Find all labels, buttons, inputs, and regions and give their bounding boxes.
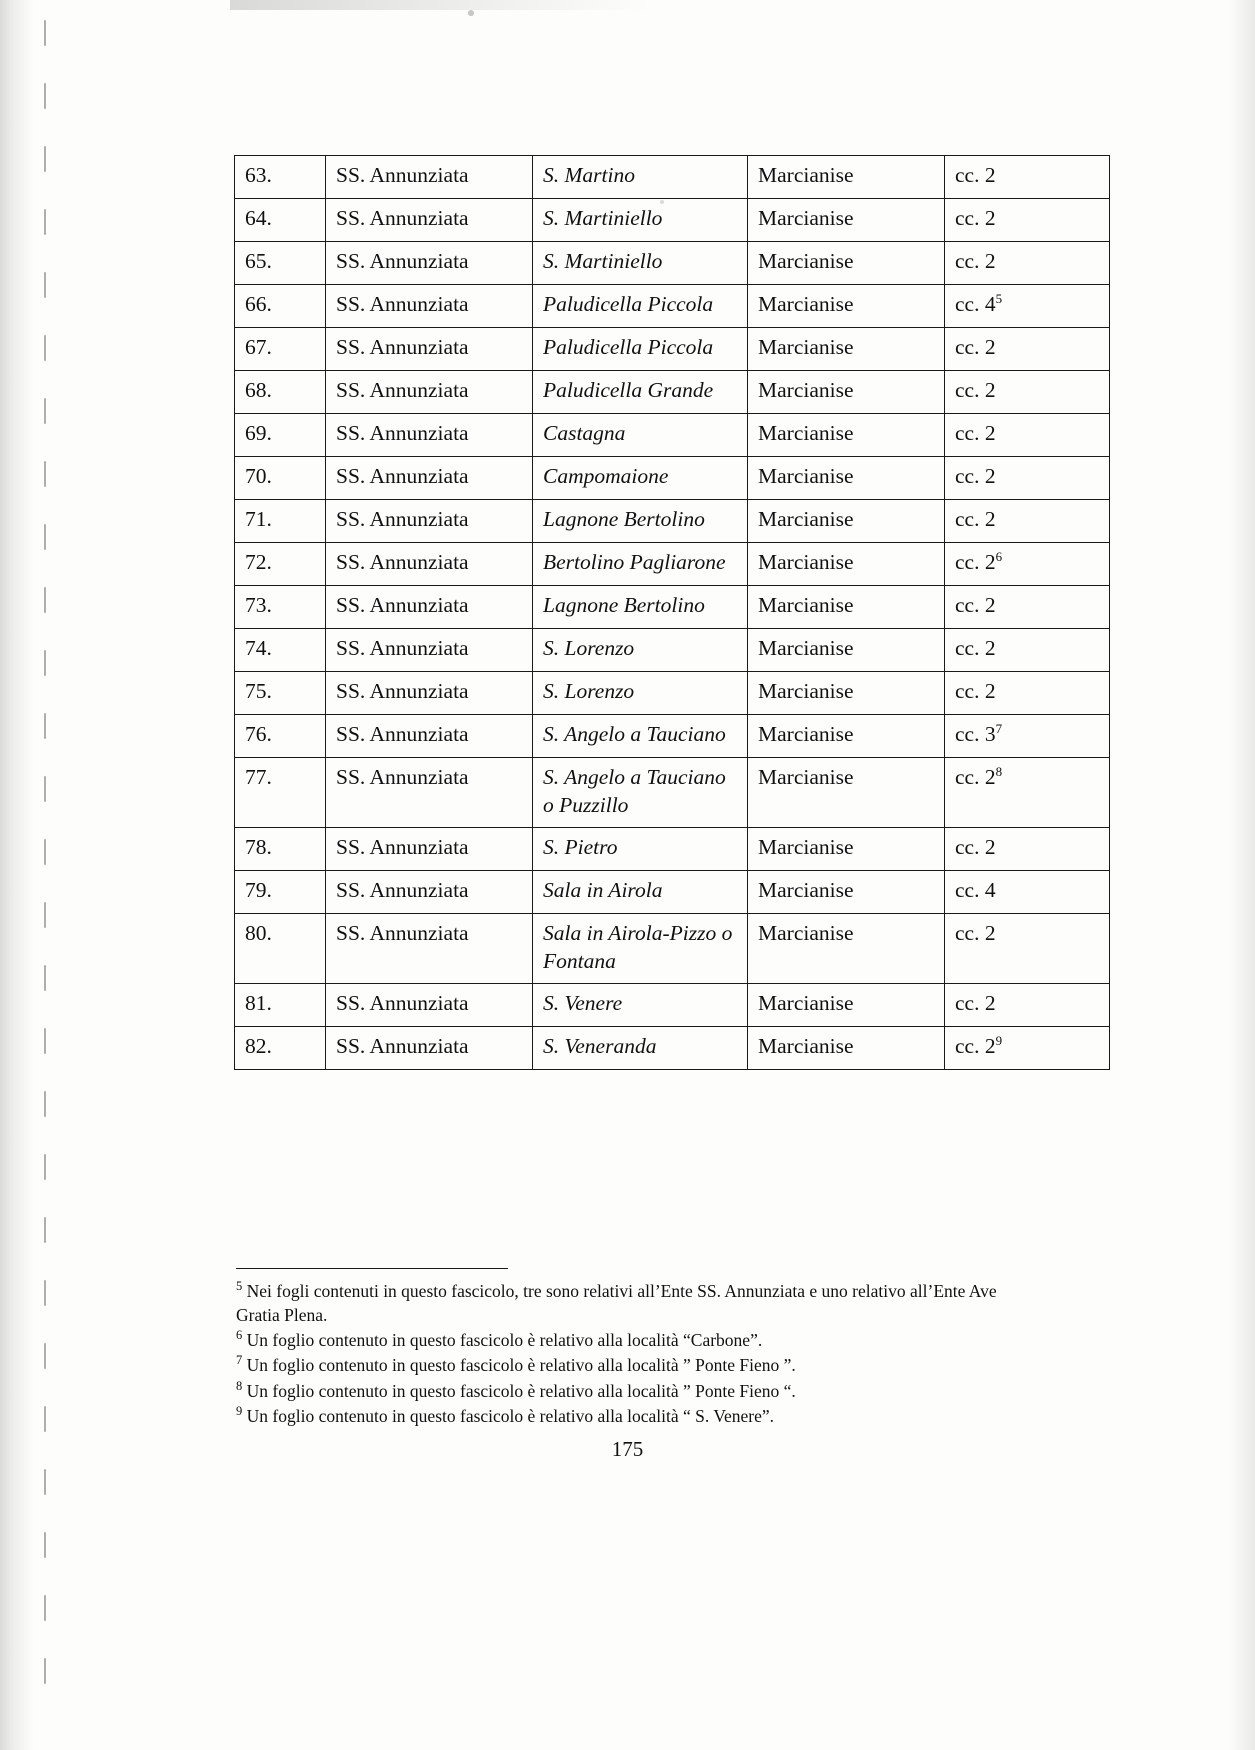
footnote-item: [236, 1379, 1036, 1403]
row-carte-cell: [945, 715, 1110, 758]
footnote-marker: 5: [995, 290, 1003, 306]
footnote-item: [236, 1404, 1036, 1428]
footnote-text: Un foglio contenuto in questo fascicolo è relativo alla località ” Ponte Fieno ”.: [246, 1355, 796, 1376]
row-comune-cell: Marcianise: [748, 672, 945, 715]
footnote-item: [236, 1353, 1036, 1377]
table-row: [235, 914, 1110, 984]
row-number-cell: 67.: [235, 328, 326, 371]
row-ente-cell: SS. Annunziata: [326, 543, 533, 586]
row-carte-value: cc. 2: [955, 550, 996, 574]
row-comune-cell: Marcianise: [748, 242, 945, 285]
row-carte-value: cc. 2: [955, 921, 996, 946]
footnote-number: 5: [236, 1279, 243, 1294]
row-localita-cell: S. Angelo a Tauciano: [533, 715, 748, 758]
row-carte-cell: [945, 984, 1110, 1027]
row-ente-cell: SS. Annunziata: [326, 1027, 533, 1070]
footnote-item: [236, 1279, 1036, 1327]
row-comune-cell: Marcianise: [748, 914, 945, 984]
row-localita-cell: S. Martiniello: [533, 242, 748, 285]
row-localita-cell: S. Veneranda: [533, 1027, 748, 1070]
row-carte-cell: [945, 629, 1110, 672]
row-carte-cell: [945, 543, 1110, 586]
row-ente-cell: SS. Annunziata: [326, 629, 533, 672]
footnote-text: Un foglio contenuto in questo fascicolo è relativo alla località “ S. Venere”.: [246, 1405, 775, 1426]
archive-table-body: [235, 156, 1110, 1070]
table-row: [235, 414, 1110, 457]
row-carte-value: cc. 2: [955, 421, 996, 445]
row-comune-cell: Marcianise: [748, 500, 945, 543]
row-comune-cell: Marcianise: [748, 156, 945, 199]
page-number: 175: [611, 1437, 644, 1461]
row-carte-cell: [945, 586, 1110, 629]
row-number-cell: 82.: [235, 1027, 326, 1070]
row-number-cell: 80.: [235, 914, 326, 984]
row-ente-cell: SS. Annunziata: [326, 328, 533, 371]
footnote-text: Un foglio contenuto in questo fascicolo è relativo alla località ” Ponte Fieno “.: [246, 1380, 796, 1401]
footnote-marker: 6: [995, 548, 1003, 564]
row-carte-cell: [945, 871, 1110, 914]
table-row: [235, 871, 1110, 914]
row-localita-cell: Paludicella Piccola: [533, 328, 748, 371]
row-carte-value: cc. 2: [955, 163, 996, 187]
row-number-cell: 65.: [235, 242, 326, 285]
row-comune-cell: Marcianise: [748, 984, 945, 1027]
row-carte-cell: [945, 371, 1110, 414]
row-number-cell: 70.: [235, 457, 326, 500]
table-row: [235, 586, 1110, 629]
row-ente-cell: SS. Annunziata: [326, 715, 533, 758]
scan-speck: [468, 10, 474, 16]
footnotes-block: [236, 1268, 1036, 1429]
footnote-number: 6: [236, 1328, 243, 1343]
row-ente-cell: SS. Annunziata: [326, 371, 533, 414]
row-localita-cell: Bertolino Pagliarone: [533, 543, 748, 586]
scan-edge-left: [0, 0, 34, 1750]
footnote-marker: 8: [995, 763, 1003, 779]
row-localita-cell: S. Angelo a Tauciano o Puzzillo: [533, 758, 748, 828]
table-row: [235, 715, 1110, 758]
row-ente-cell: SS. Annunziata: [326, 457, 533, 500]
row-comune-cell: Marcianise: [748, 871, 945, 914]
row-localita-cell: S. Martino: [533, 156, 748, 199]
row-ente-cell: SS. Annunziata: [326, 871, 533, 914]
row-comune-cell: Marcianise: [748, 828, 945, 871]
row-number-cell: 76.: [235, 715, 326, 758]
row-carte-value: cc. 2: [955, 991, 996, 1016]
table-row: [235, 828, 1110, 871]
archive-table-container: [234, 155, 1014, 1070]
row-number-cell: 77.: [235, 758, 326, 828]
row-carte-cell: [945, 758, 1110, 828]
footnote-item: [236, 1328, 1036, 1352]
row-comune-cell: Marcianise: [748, 371, 945, 414]
footnote-text: Nei fogli contenuti in questo fascicolo, tre sono relativi all’Ente SS. Annunziata e uno relativo all’Ente Ave Gratia Plena.: [236, 1281, 997, 1326]
row-number-cell: 81.: [235, 984, 326, 1027]
row-carte-cell: [945, 1027, 1110, 1070]
row-carte-cell: [945, 500, 1110, 543]
row-number-cell: 69.: [235, 414, 326, 457]
row-number-cell: 71.: [235, 500, 326, 543]
row-carte-cell: [945, 672, 1110, 715]
row-carte-cell: [945, 328, 1110, 371]
row-number-cell: 79.: [235, 871, 326, 914]
table-row: [235, 242, 1110, 285]
row-carte-value: cc. 2: [955, 835, 996, 860]
row-localita-cell: Lagnone Bertolino: [533, 586, 748, 629]
row-localita-cell: S. Pietro: [533, 828, 748, 871]
row-ente-cell: SS. Annunziata: [326, 500, 533, 543]
table-row: [235, 285, 1110, 328]
row-carte-value: cc. 4: [955, 878, 996, 903]
row-comune-cell: Marcianise: [748, 199, 945, 242]
row-comune-cell: Marcianise: [748, 285, 945, 328]
row-number-cell: 68.: [235, 371, 326, 414]
row-carte-value: cc. 2: [955, 636, 996, 660]
row-carte-value: cc. 2: [955, 378, 996, 402]
table-row: [235, 984, 1110, 1027]
row-localita-cell: Campomaione: [533, 457, 748, 500]
row-number-cell: 63.: [235, 156, 326, 199]
table-row: [235, 371, 1110, 414]
row-comune-cell: Marcianise: [748, 758, 945, 828]
archive-table: [234, 155, 1110, 1070]
row-carte-value: cc. 2: [955, 1034, 996, 1059]
row-carte-value: cc. 2: [955, 679, 996, 703]
row-carte-cell: [945, 156, 1110, 199]
footnote-marker: 9: [995, 1032, 1003, 1048]
row-comune-cell: Marcianise: [748, 1027, 945, 1070]
row-comune-cell: Marcianise: [748, 414, 945, 457]
row-localita-cell: Paludicella Grande: [533, 371, 748, 414]
row-number-cell: 72.: [235, 543, 326, 586]
row-ente-cell: SS. Annunziata: [326, 199, 533, 242]
row-ente-cell: SS. Annunziata: [326, 758, 533, 828]
row-localita-cell: S. Lorenzo: [533, 629, 748, 672]
scan-smudge: [230, 0, 650, 10]
footnote-number: 8: [236, 1378, 243, 1393]
row-ente-cell: SS. Annunziata: [326, 414, 533, 457]
row-localita-cell: S. Martiniello: [533, 199, 748, 242]
row-comune-cell: Marcianise: [748, 715, 945, 758]
table-row: [235, 543, 1110, 586]
row-comune-cell: Marcianise: [748, 457, 945, 500]
row-localita-cell: Paludicella Piccola: [533, 285, 748, 328]
scan-edge-right: [1229, 0, 1255, 1750]
row-comune-cell: Marcianise: [748, 586, 945, 629]
footnote-list: [236, 1279, 1036, 1428]
row-carte-value: cc. 2: [955, 464, 996, 488]
row-number-cell: 78.: [235, 828, 326, 871]
row-ente-cell: SS. Annunziata: [326, 156, 533, 199]
row-carte-cell: [945, 414, 1110, 457]
table-row: [235, 500, 1110, 543]
row-ente-cell: SS. Annunziata: [326, 672, 533, 715]
row-localita-cell: Sala in Airola-Pizzo o Fontana: [533, 914, 748, 984]
row-ente-cell: SS. Annunziata: [326, 828, 533, 871]
row-localita-cell: Lagnone Bertolino: [533, 500, 748, 543]
table-row: [235, 156, 1110, 199]
footnote-text: Un foglio contenuto in questo fascicolo è relativo alla località “Carbone”.: [246, 1330, 763, 1351]
table-row: [235, 457, 1110, 500]
table-row: [235, 629, 1110, 672]
row-number-cell: 64.: [235, 199, 326, 242]
footnote-separator-rule: [236, 1268, 508, 1269]
row-carte-value: cc. 2: [955, 206, 996, 230]
footnote-number: 7: [236, 1353, 243, 1368]
table-row: [235, 328, 1110, 371]
row-carte-cell: [945, 242, 1110, 285]
row-carte-value: cc. 4: [955, 292, 996, 316]
row-localita-cell: Sala in Airola: [533, 871, 748, 914]
row-number-cell: 75.: [235, 672, 326, 715]
row-carte-value: cc. 2: [955, 593, 996, 617]
row-ente-cell: SS. Annunziata: [326, 285, 533, 328]
row-ente-cell: SS. Annunziata: [326, 586, 533, 629]
row-carte-cell: [945, 285, 1110, 328]
row-carte-cell: [945, 199, 1110, 242]
row-carte-value: cc. 2: [955, 765, 996, 789]
table-row: [235, 199, 1110, 242]
table-row: [235, 672, 1110, 715]
row-localita-cell: S. Lorenzo: [533, 672, 748, 715]
row-ente-cell: SS. Annunziata: [326, 242, 533, 285]
row-carte-value: cc. 2: [955, 335, 996, 359]
table-row: [235, 1027, 1110, 1070]
row-number-cell: 73.: [235, 586, 326, 629]
row-ente-cell: SS. Annunziata: [326, 984, 533, 1027]
row-carte-cell: [945, 457, 1110, 500]
row-carte-value: cc. 2: [955, 507, 996, 531]
row-comune-cell: Marcianise: [748, 629, 945, 672]
row-carte-value: cc. 3: [955, 722, 996, 746]
row-ente-cell: SS. Annunziata: [326, 914, 533, 984]
table-row: [235, 758, 1110, 828]
row-comune-cell: Marcianise: [748, 328, 945, 371]
row-localita-cell: S. Venere: [533, 984, 748, 1027]
row-carte-cell: [945, 828, 1110, 871]
row-comune-cell: Marcianise: [748, 543, 945, 586]
footnote-marker: 7: [995, 720, 1003, 736]
row-number-cell: 74.: [235, 629, 326, 672]
row-carte-cell: [945, 914, 1110, 984]
footnote-number: 9: [236, 1403, 243, 1418]
binder-hole-marks: [44, 20, 47, 1720]
row-number-cell: 66.: [235, 285, 326, 328]
row-localita-cell: Castagna: [533, 414, 748, 457]
row-carte-value: cc. 2: [955, 249, 996, 273]
